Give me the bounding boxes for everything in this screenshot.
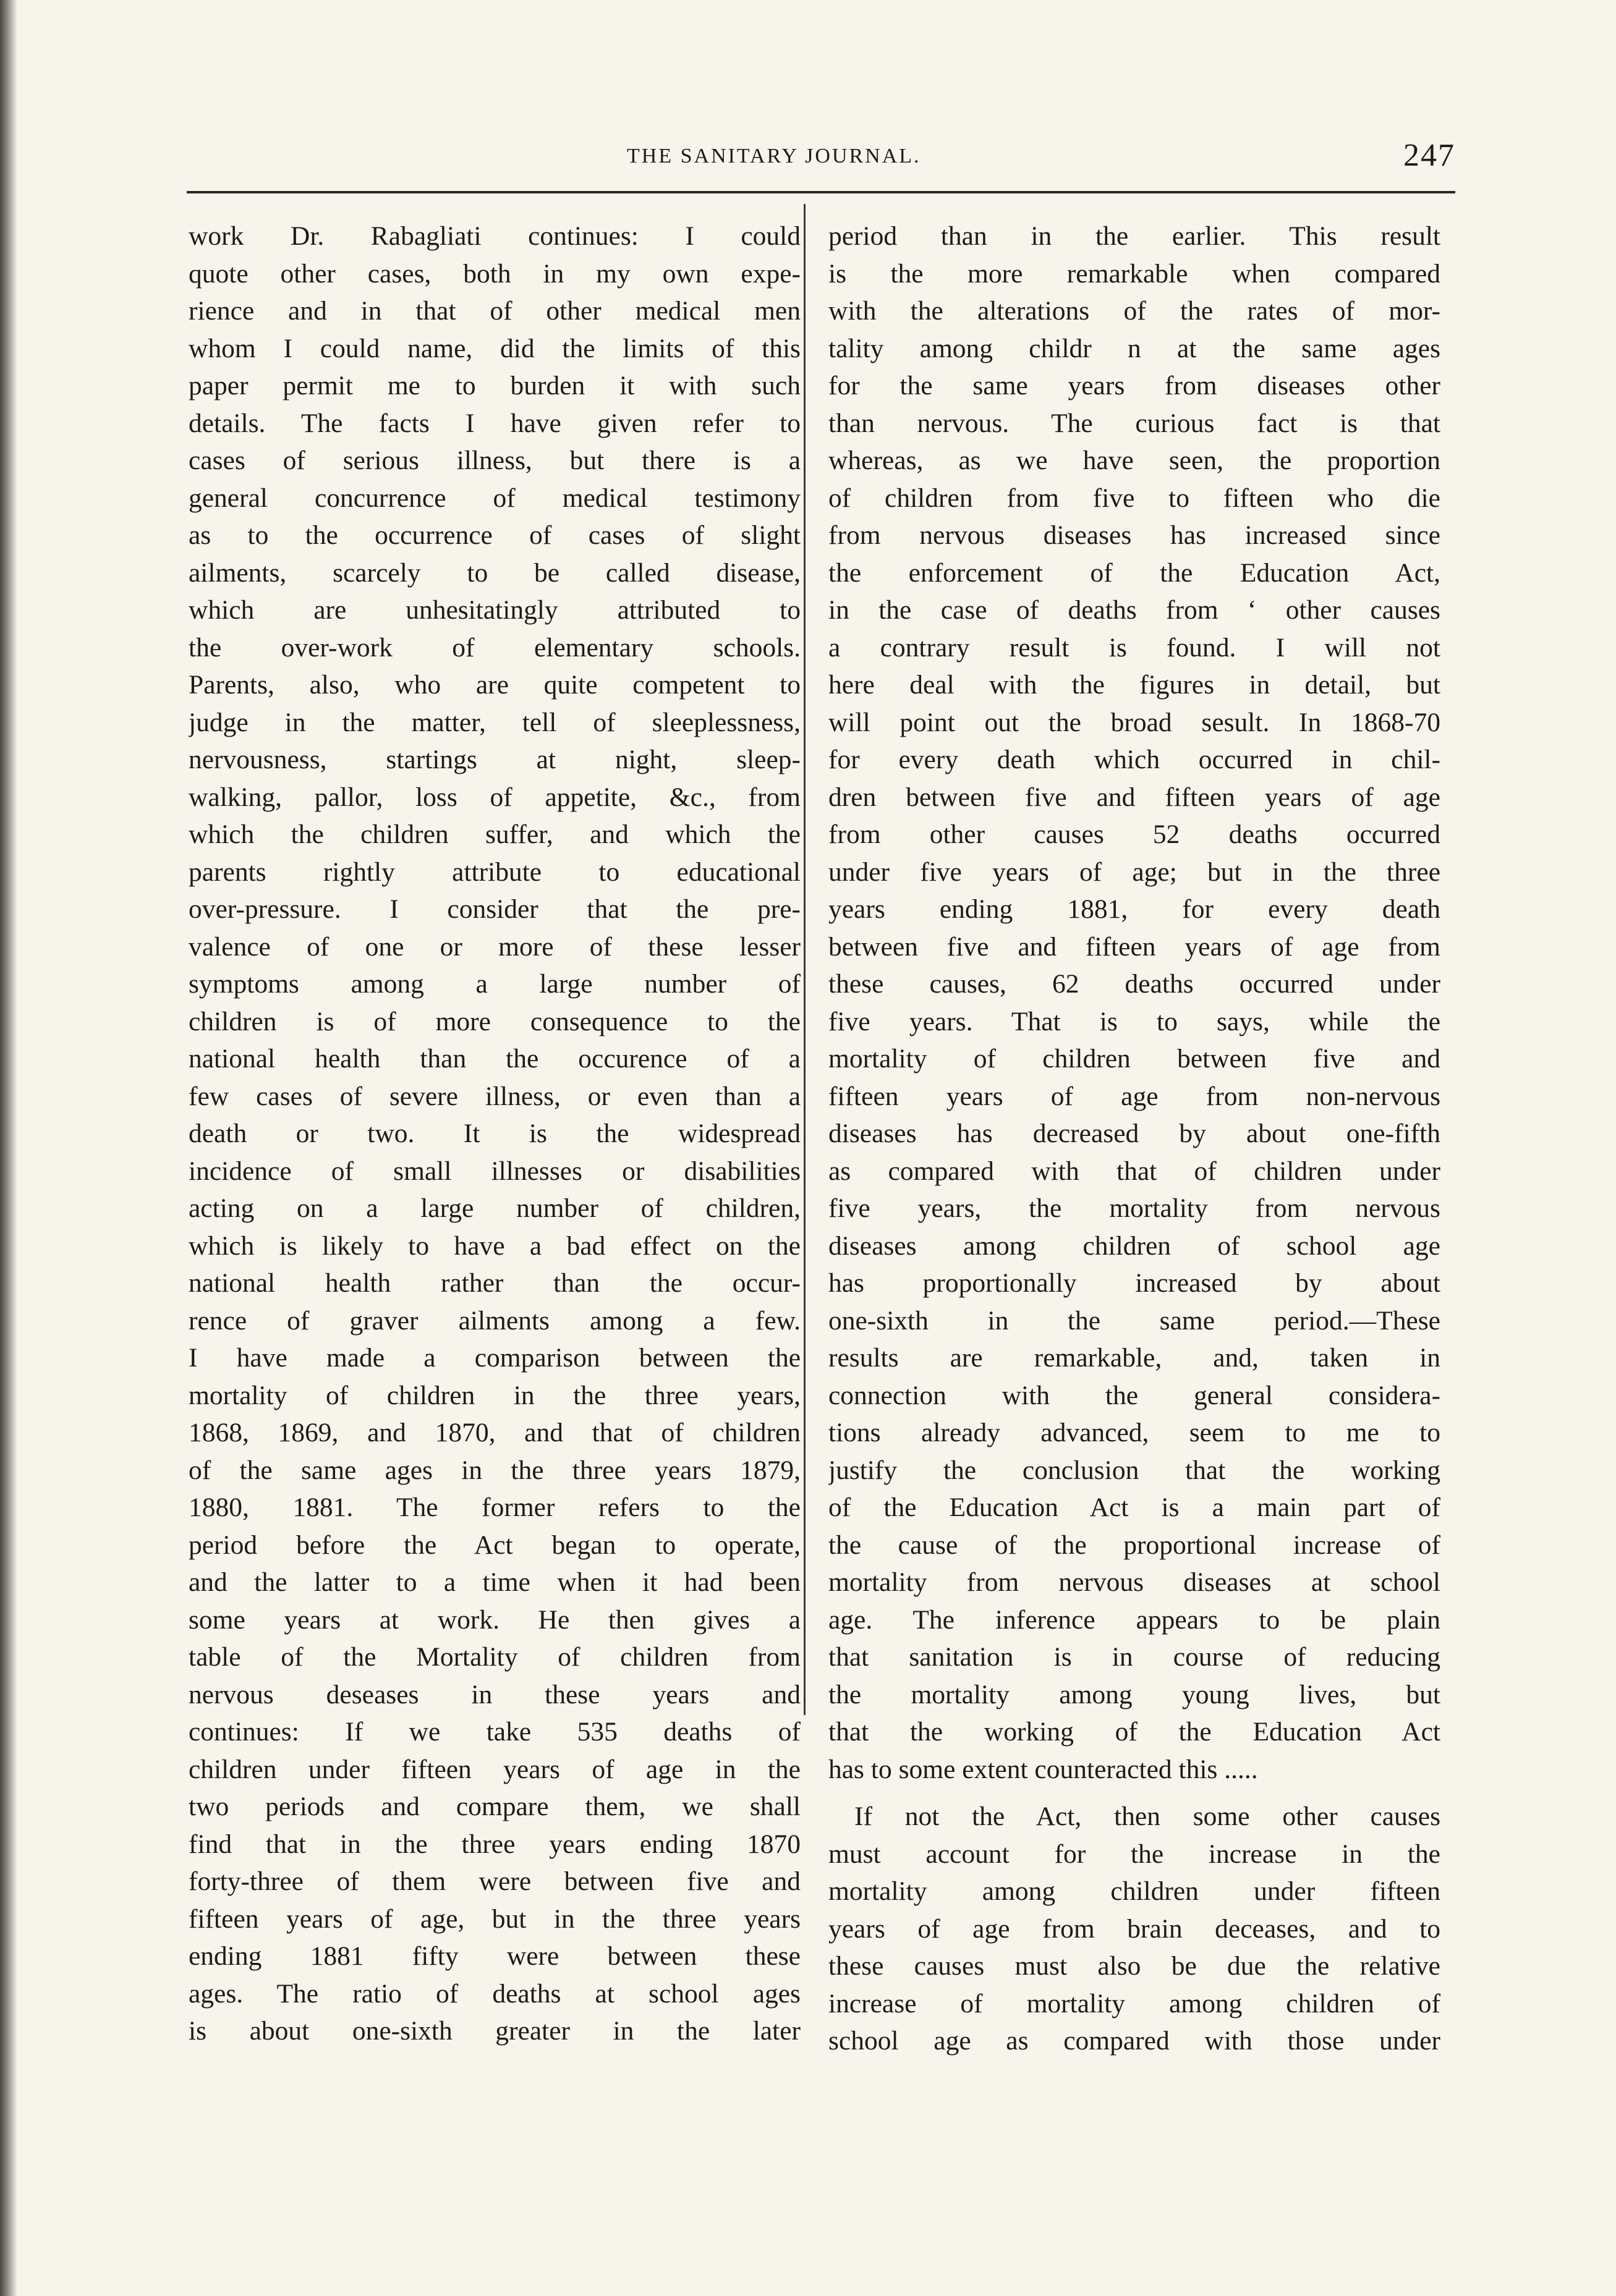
text-line: has proportionally increased by about xyxy=(828,1268,1440,1298)
text-line: the mortality among young lives, but xyxy=(828,1679,1440,1709)
text-line: under five years of age; but in the three xyxy=(828,857,1440,887)
text-line: will point out the broad sesult. In 1868-70 xyxy=(828,707,1440,737)
page-header xyxy=(627,137,1455,180)
text-line: of the same ages in the three years 1879, xyxy=(189,1455,801,1485)
text-line: has to some extent counteracted this ..... xyxy=(828,1754,1258,1784)
text-line: five years. That is to says, while the xyxy=(828,1006,1440,1036)
text-line: period before the Act began to operate, xyxy=(189,1530,801,1560)
text-line: nervousness, startings at night, sleep- xyxy=(189,745,801,774)
text-line: is about one-sixth greater in the later xyxy=(189,2016,801,2046)
text-line: diseases among children of school age xyxy=(828,1231,1440,1261)
text-line: table of the Mortality of children from xyxy=(189,1642,801,1672)
text-line: a contrary result is found. I will not xyxy=(828,632,1440,663)
text-line: children is of more consequence to the xyxy=(189,1006,801,1036)
text-line: parents rightly attribute to educational xyxy=(189,857,801,887)
text-line: over-pressure. I consider that the pre- xyxy=(189,894,801,924)
text-line: justify the conclusion that the working xyxy=(828,1455,1440,1485)
text-line: few cases of severe illness, or even than a xyxy=(189,1081,801,1111)
text-line: quote other cases, both in my own expe- xyxy=(189,258,801,289)
text-line: mortality among children under fifteen xyxy=(828,1876,1440,1906)
text-line: rience and in that of other medical men xyxy=(189,296,801,326)
text-line: details. The facts I have given refer to xyxy=(189,408,801,438)
text-line: must account for the increase in the xyxy=(828,1839,1440,1869)
text-line: of the Education Act is a main part of xyxy=(828,1493,1440,1522)
text-line: for every death which occurred in chil- xyxy=(828,745,1440,774)
text-line: whom I could name, did the limits of this xyxy=(189,333,801,363)
text-line: two periods and compare them, we shall xyxy=(189,1792,801,1821)
text-line: paper permit me to burden it with such xyxy=(189,371,801,400)
text-line: 1880, 1881. The former refers to the xyxy=(189,1493,801,1522)
text-line: the over-work of elementary schools. xyxy=(189,632,801,663)
text-line: mortality from nervous diseases at school xyxy=(828,1567,1440,1597)
text-line: diseases has decreased by about one-fifth xyxy=(828,1119,1440,1148)
text-line: valence of one or more of these lesser xyxy=(189,931,801,962)
text-line: death or two. It is the widespread xyxy=(189,1119,801,1148)
text-line: incidence of small illnesses or disabilities xyxy=(189,1156,801,1186)
text-line: from other causes 52 deaths occurred xyxy=(828,820,1440,849)
text-line: with the alterations of the rates of mor- xyxy=(828,296,1440,326)
text-line: in the case of deaths from ‘ other causes xyxy=(828,595,1440,625)
text-line: children under fifteen years of age in the xyxy=(189,1754,801,1784)
text-line: the cause of the proportional increase of xyxy=(828,1530,1440,1560)
text-line: mortality of children in the three years, xyxy=(189,1380,801,1410)
text-line: age. The inference appears to be plain xyxy=(828,1604,1440,1635)
text-line: ending 1881 fifty were between these xyxy=(189,1941,801,1971)
page-number: 247 xyxy=(1403,138,1455,173)
text-line: fifteen years of age, but in the three years xyxy=(189,1904,801,1934)
text-line: walking, pallor, loss of appetite, &c., from xyxy=(189,782,801,812)
text-line: which is likely to have a bad effect on the xyxy=(189,1231,801,1261)
right-text-column xyxy=(828,218,1440,2056)
text-line: fifteen years of age from non-nervous xyxy=(828,1081,1440,1111)
text-line: than nervous. The curious fact is that xyxy=(828,408,1440,438)
text-line: these causes must also be due the relative xyxy=(828,1951,1440,1981)
text-line: years of age from brain deceases, and to xyxy=(828,1913,1440,1944)
page-binding-edge xyxy=(0,0,17,2296)
text-line: rence of graver ailments among a few. xyxy=(189,1305,801,1336)
text-line: continues: If we take 535 deaths of xyxy=(189,1717,801,1747)
text-line: work Dr. Rabagliati continues: I could xyxy=(189,221,801,251)
text-line: for the same years from diseases other xyxy=(828,371,1440,400)
text-line: I have made a comparison between the xyxy=(189,1343,801,1373)
text-line: cases of serious illness, but there is a xyxy=(189,446,801,475)
text-line: ailments, scarcely to be called disease, xyxy=(189,557,801,588)
text-line: as compared with that of children under xyxy=(828,1156,1440,1186)
text-line: of children from five to fifteen who die xyxy=(828,483,1440,513)
text-line: If not the Act, then some other causes xyxy=(854,1802,1440,1831)
text-line: national health rather than the occur- xyxy=(189,1268,801,1298)
text-line: these causes, 62 deaths occurred under xyxy=(828,969,1440,999)
text-line: here deal with the figures in detail, but xyxy=(828,670,1440,700)
text-line: that the working of the Education Act xyxy=(828,1717,1440,1747)
text-line: mortality of children between five and xyxy=(828,1044,1440,1074)
column-rule xyxy=(804,204,806,1715)
text-line: which are unhesitatingly attributed to xyxy=(189,595,801,625)
text-line: some years at work. He then gives a xyxy=(189,1604,801,1635)
text-line: the enforcement of the Education Act, xyxy=(828,557,1440,588)
text-line: increase of mortality among children of xyxy=(828,1988,1440,2019)
text-line: and the latter to a time when it had been xyxy=(189,1567,801,1597)
text-line: school age as compared with those under xyxy=(828,2026,1440,2056)
text-line: find that in the three years ending 1870 xyxy=(189,1829,801,1859)
text-line: Parents, also, who are quite competent to xyxy=(189,670,801,700)
text-line: forty-three of them were between five and xyxy=(189,1866,801,1896)
text-line: one-sixth in the same period.—These xyxy=(828,1305,1440,1336)
running-title: THE SANITARY JOURNAL. xyxy=(627,145,921,167)
text-line: 1868, 1869, and 1870, and that of children xyxy=(189,1418,801,1447)
text-line: between five and fifteen years of age from xyxy=(828,931,1440,962)
text-line: whereas, as we have seen, the proportion xyxy=(828,446,1440,475)
text-line: as to the occurrence of cases of slight xyxy=(189,520,801,550)
text-line: tions already advanced, seem to me to xyxy=(828,1418,1440,1447)
text-line: judge in the matter, tell of sleeplessness, xyxy=(189,707,801,737)
text-line: tality among childr n at the same ages xyxy=(828,333,1440,363)
text-line: from nervous diseases has increased since xyxy=(828,520,1440,550)
text-line: ages. The ratio of deaths at school ages xyxy=(189,1978,801,2009)
header-rule xyxy=(187,191,1455,193)
text-line: years ending 1881, for every death xyxy=(828,894,1440,924)
text-line: which the children suffer, and which the xyxy=(189,820,801,849)
text-line: five years, the mortality from nervous xyxy=(828,1193,1440,1223)
text-line: connection with the general considera- xyxy=(828,1380,1440,1410)
text-line: general concurrence of medical testimony xyxy=(189,483,801,513)
text-line: symptoms among a large number of xyxy=(189,969,801,999)
text-line: national health than the occurence of a xyxy=(189,1044,801,1074)
text-line: acting on a large number of children, xyxy=(189,1193,801,1223)
text-line: results are remarkable, and, taken in xyxy=(828,1343,1440,1373)
text-line: is the more remarkable when compared xyxy=(828,258,1440,289)
left-text-column xyxy=(189,218,801,2046)
text-line: that sanitation is in course of reducing xyxy=(828,1642,1440,1672)
text-line: period than in the earlier. This result xyxy=(828,221,1440,251)
text-line: dren between five and fifteen years of age xyxy=(828,782,1440,812)
text-line: nervous deseases in these years and xyxy=(189,1679,801,1709)
